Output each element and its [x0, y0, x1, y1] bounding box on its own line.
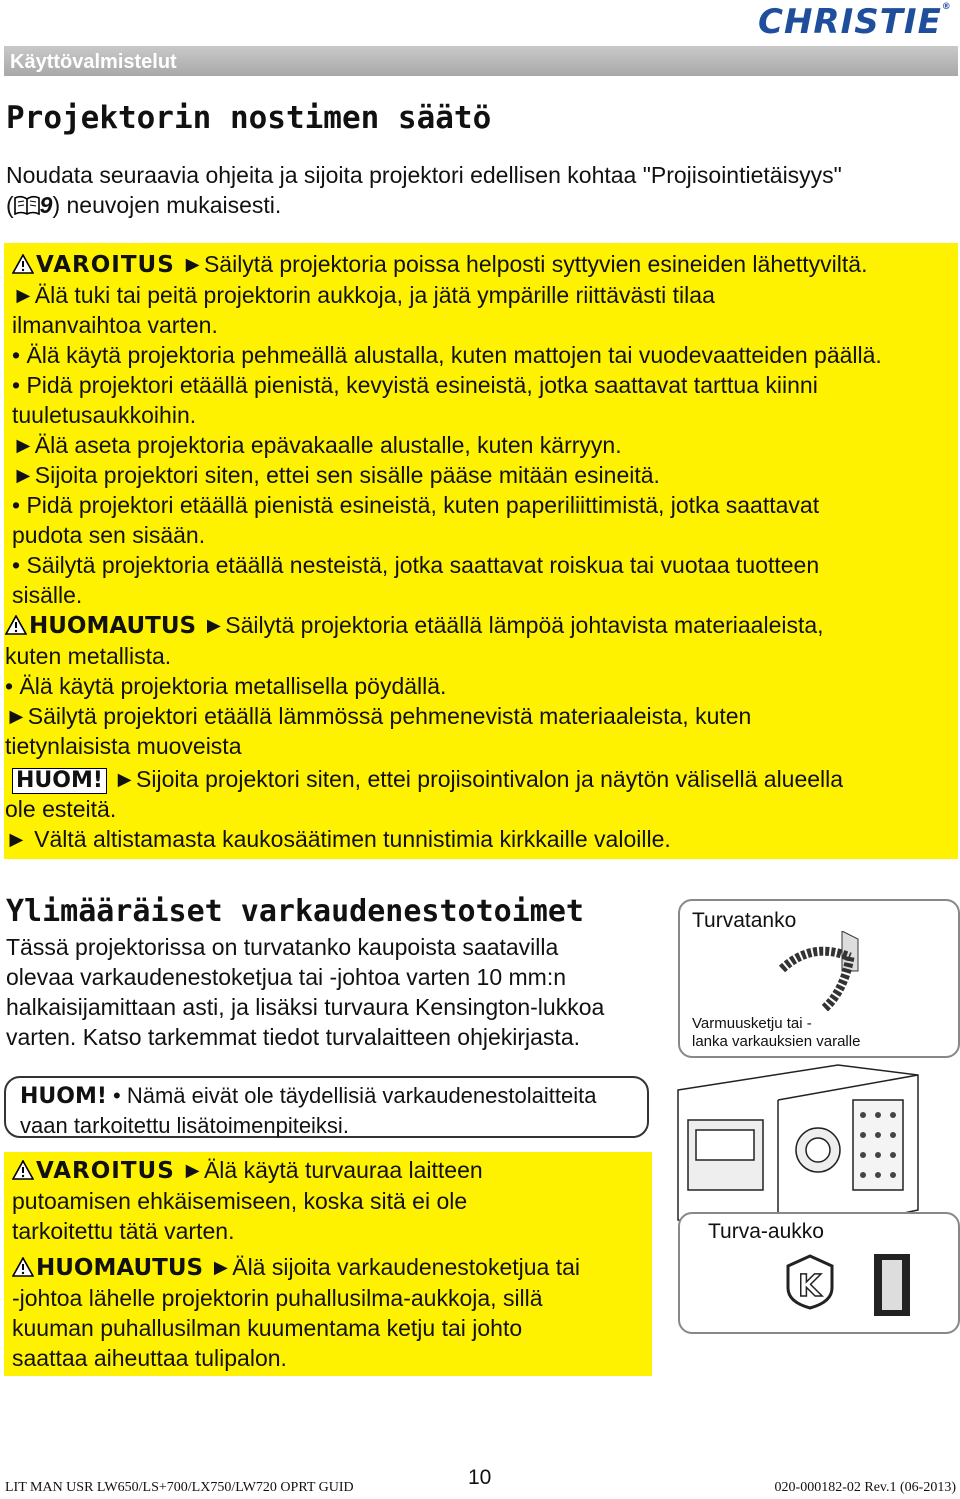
ref-page[interactable]: 9 [39, 192, 53, 218]
huom-tag: HUOM! [12, 768, 107, 794]
warning-line: putoamisen ehkäisemiseen, koska sitä ei ole [12, 1188, 468, 1214]
warning-triangle-icon [12, 254, 34, 274]
warning-line: ►Älä aseta projektoria epävakaalle alustalle, kuten kärryyn. [12, 432, 622, 458]
security-slot-title: Turva-aukko [708, 1220, 824, 1243]
book-icon [14, 195, 40, 215]
warning-line: sisälle. [12, 582, 83, 608]
huomautus-line: • Älä käytä projektoria metallisella pöydällä. [5, 673, 447, 699]
varoitus-tag: VAROITUS [36, 1158, 175, 1184]
huomautus-line: HUOMAUTUS ►Säilytä projektoria etäällä lämpöä johtavista materiaaleista, [5, 610, 958, 641]
huomautus-tag: HUOMAUTUS [29, 613, 197, 639]
huom-line: ole esteitä. [5, 796, 117, 822]
section-label: Käyttövalmistelut [10, 51, 177, 73]
warning-line: ilmanvaihtoa varten. [12, 312, 218, 338]
security-slot-callout [678, 1212, 960, 1334]
text-line: varten. Katso tarkemmat tiedot turvalaitteen ohjekirjasta. [6, 1024, 581, 1050]
text-line: olevaa varkaudenestoketjua tai -johtoa varten 10 mm:n [6, 964, 566, 990]
text-line: halkaisijamittaan asti, ja lisäksi turvaura Kensington-lukkoa [6, 994, 605, 1020]
svg-text:K: K [798, 1269, 822, 1304]
warning-box-2 [4, 1152, 652, 1376]
intro-paragraph [6, 160, 956, 220]
note-line: vaan tarkoitettu lisätoimenpiteiksi. [20, 1113, 349, 1138]
caution-triangle-icon [5, 615, 27, 635]
warning-line: tarkoitettu tätä varten. [12, 1218, 235, 1244]
huom-line: ► Vältä altistamasta kaukosäätimen tunnistimia kirkkaille valoille. [5, 826, 671, 852]
section-bar [4, 46, 958, 76]
warning-line: ►Älä tuki tai peitä projektorin aukkoja, ja jätä ympärille riittävästi tilaa [12, 282, 715, 308]
intro-line1: Noudata seuraavia ohjeita ja sijoita projektori edellisen kohtaa "Projisointietäisyys" [6, 162, 842, 188]
text-line: Tässä projektorissa on turvatanko kaupoista saatavilla [6, 934, 559, 960]
note-line: • Nämä eivät ole täydellisiä varkaudenestolaitteita [113, 1083, 597, 1108]
page-number: 10 [468, 1466, 492, 1489]
security-bar-callout [678, 899, 960, 1058]
huomautus-line: kuuman puhallusilman kuumentama ketju tai johto [12, 1315, 523, 1341]
huomautus-line: ►Säilytä projektori etäällä lämmössä pehmenevistä materiaaleista, kuten [5, 703, 752, 729]
huomautus-line: kuten metallista. [5, 643, 172, 669]
warning-line: • Älä käytä projektoria pehmeällä alustalla, kuten mattojen tai vuodevaatteiden päällä. [12, 342, 882, 368]
section-heading: Ylimääräiset varkaudenestotoimet [6, 894, 584, 929]
huomautus-line: saattaa aiheuttaa tulipalon. [12, 1345, 287, 1371]
huomautus-line: HUOMAUTUS ►Älä sijoita varkaudenestoketjua tai [12, 1252, 652, 1283]
footer-revision: 020-000182-02 Rev.1 (06-2013) [774, 1480, 956, 1495]
huomautus-line: -johtoa lähelle projektorin puhallusilma-aukkoja, sillä [12, 1285, 543, 1311]
security-bar-title: Turvatanko [692, 909, 797, 932]
warning-triangle-icon [12, 1160, 34, 1180]
note-tag: HUOM! [20, 1084, 107, 1109]
varoitus-line: VAROITUS ►Säilytä projektoria poissa helposti syttyvien esineiden lähettyviltä. [12, 249, 958, 280]
note-box [4, 1076, 649, 1138]
warning-line: • Pidä projektori etäällä pienistä, kevyistä esineistä, jotka saattavat tarttua kiinni [12, 372, 818, 398]
kensington-lock-icon [784, 1254, 836, 1310]
huomautus-tag: HUOMAUTUS [36, 1255, 204, 1281]
warning-box [4, 243, 958, 859]
warning-line: • Säilytä projektoria etäällä nesteistä, jotka saattavat roiskua tai vuotaa tuotteen [12, 552, 820, 578]
varoitus-tag: VAROITUS [36, 252, 175, 278]
intro-line2: ( 9) neuvojen mukaisesti. [6, 192, 282, 218]
warning-line: pudota sen sisään. [12, 522, 206, 548]
page-title: Projektorin nostimen säätö [6, 100, 492, 136]
huomautus-line: tietynlaisista muoveista [5, 733, 242, 759]
caution-triangle-icon [12, 1257, 34, 1277]
security-chain-icon [772, 931, 862, 1011]
security-slot-icon [872, 1252, 912, 1318]
christie-logo: CHRISTIE® [758, 2, 952, 42]
warning-line: • Pidä projektori etäällä pienistä esineistä, kuten paperiliittimistä, jotka saattavat [12, 492, 820, 518]
varoitus-line: VAROITUS ►Älä käytä turvauraa laitteen [12, 1155, 652, 1186]
theft-paragraph [6, 932, 666, 1052]
warning-line: ►Sijoita projektori siten, ettei sen sisälle pääse mitään esineitä. [12, 462, 660, 488]
footer-doc-id: LIT MAN USR LW650/LS+700/LX750/LW720 OPRT GUID [5, 1480, 354, 1495]
warning-line: tuuletusaukkoihin. [12, 402, 197, 428]
huom-line: HUOM! ►Sijoita projektori siten, ettei projisointivalon ja näytön välisellä alueella [12, 764, 958, 794]
security-bar-caption: Varmuusketju tai - lanka varkauksien varalle [692, 1015, 861, 1050]
